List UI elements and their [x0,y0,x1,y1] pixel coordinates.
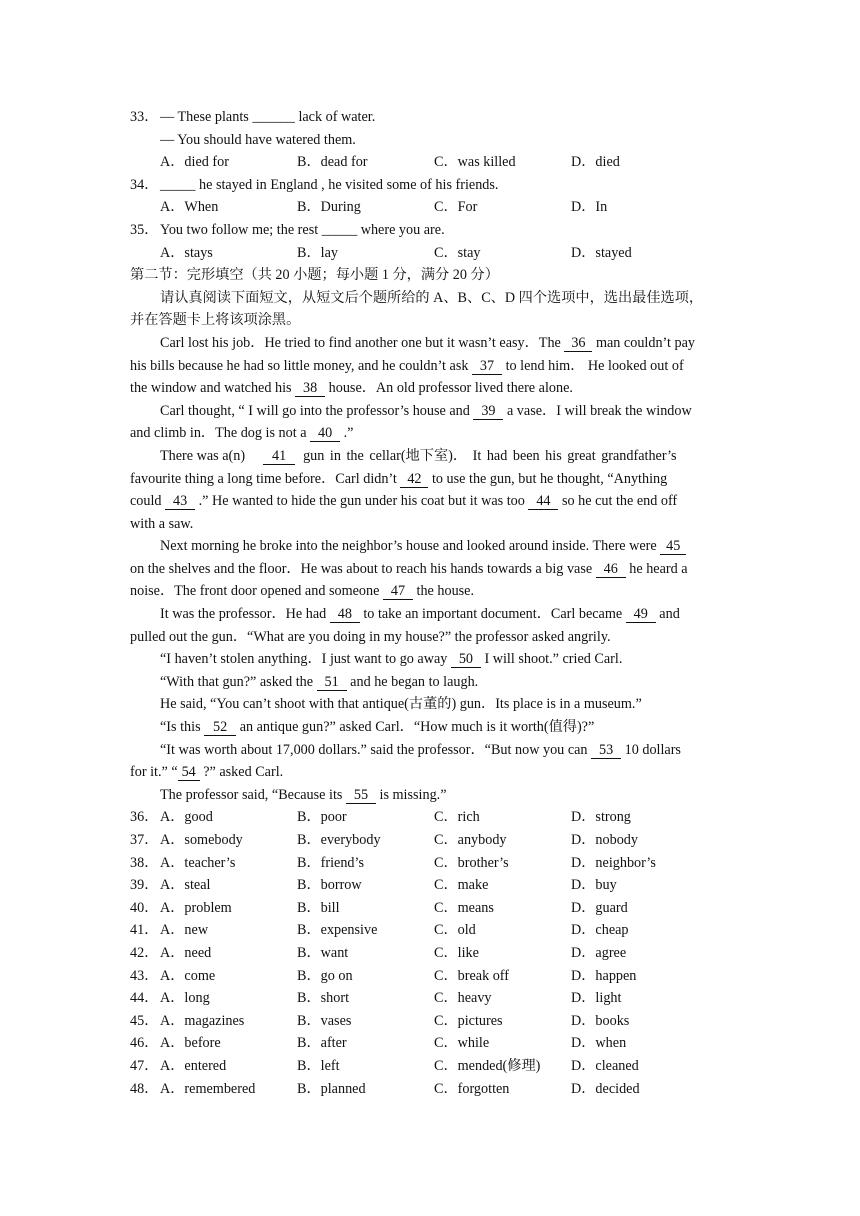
blank-42: 42 [400,472,428,488]
question-34 [130,174,732,197]
text: “It was worth about 17,000 dollars.” said the professor．“But now you can [160,741,592,758]
blank-53: 53 [591,743,621,759]
passage-line [130,422,732,445]
option-a: A．stays [160,244,213,261]
question-number: 36． [130,809,159,826]
option-b: B．During [297,199,361,216]
option-c: C．For [434,199,478,216]
instruction-line-1: 请认真阅读下面短文，从短文后个题所给的 A、B、C、D 四个选项中，选出最佳选项， [160,289,704,306]
blank-48: 48 [330,607,360,623]
blank-45: 45 [660,539,686,555]
option-a: A．new [160,922,209,939]
option-c: C．means [434,899,494,916]
blank-50: 50 [451,652,481,668]
text: .” He wanted to hide the gun under his coat but it was too [195,493,529,510]
text: could [130,493,166,510]
option-c: C．was killed [434,154,516,171]
answer-row [130,829,732,852]
option-a: A．When [160,199,219,216]
options-row [130,196,732,219]
blank-41: 41 [263,449,295,465]
option-b: B．vases [297,1012,352,1029]
exam-page [130,106,732,1100]
passage-line [130,468,732,491]
text: a vase．I will break the window [503,402,692,419]
answer-row [130,874,732,897]
option-d: D．guard [571,899,628,916]
option-d: D．In [571,199,608,216]
text: the window and watched his [130,380,296,397]
answer-row [130,1055,732,1078]
text: an antique gun?” asked Carl．“How much is it worth(值得)?” [236,719,595,736]
blank-47: 47 [383,584,413,600]
question-number: 37． [130,832,159,848]
option-c: C．stay [434,244,481,261]
blank-38: 38 [295,381,325,397]
option-b: B．everybody [297,832,381,848]
option-b: B．left [297,1057,340,1074]
option-c: C．like [434,944,479,961]
blank-43: 43 [165,494,195,510]
option-d: D．decided [571,1080,640,1097]
answer-row [130,919,732,942]
passage-line [130,400,732,423]
passage-line [130,761,732,784]
passage-line [130,332,732,355]
option-a: A．teacher’s [160,854,236,871]
text: man couldn’t pay [592,334,695,351]
option-c: C．while [434,1035,490,1052]
blank-49: 49 [626,607,656,623]
option-c: C．anybody [434,832,507,848]
blank-46: 46 [596,562,626,578]
option-d: D．books [571,1012,630,1029]
passage-line [130,580,732,603]
text: and he began to laugh. [346,673,479,690]
passage-line [130,355,732,378]
passage-line [130,626,732,649]
text: house．An old professor lived there alone. [325,380,573,397]
blank-39: 39 [473,404,503,420]
text: 10 dollars [621,741,681,758]
option-b: B．poor [297,809,347,826]
text: with a saw. [130,515,194,532]
text: the house. [412,583,475,600]
answer-row [130,942,732,965]
text: and [655,606,680,623]
blank-54: 54 [178,765,200,781]
question-number: 48． [130,1080,159,1097]
passage-line [130,716,732,739]
section-title: 第二节：完形填空（共 20 小题；每小题 1 分，满分 20 分） [130,267,499,284]
option-b: B．after [297,1035,347,1052]
text: He said, “You can’t shoot with that antique(古董的) gun．Its place is in a museum.” [160,696,642,713]
option-d: D．happen [571,967,637,984]
answer-row [130,987,732,1010]
option-d: D．died [571,154,620,171]
option-c: C．break off [434,967,509,984]
blank-55: 55 [346,788,376,804]
option-c: C．old [434,922,476,939]
text: favourite thing a long time before．Carl didn’t [130,470,401,487]
option-b: B．friend’s [297,854,364,871]
options-row [130,151,732,174]
option-d: D．light [571,990,622,1007]
question-number: 35． [130,221,159,238]
passage-line [130,513,732,536]
option-b: B．want [297,944,349,961]
passage-line [130,603,732,626]
text: and climb in．The dog is not a [130,425,311,442]
passage-line [130,784,732,807]
option-a: A．before [160,1035,221,1052]
option-c: C．rich [434,809,480,826]
option-d: D．nobody [571,832,638,848]
option-c: C．heavy [434,990,492,1007]
options-row [130,242,732,265]
option-a: A．somebody [160,832,243,848]
text: he heard a [625,560,688,577]
passage-line [130,693,732,716]
text: I will shoot.” cried Carl. [480,651,623,668]
option-d: D．cheap [571,922,629,939]
option-a: A．come [160,967,216,984]
option-b: B．dead for [297,154,368,171]
option-d: D．buy [571,877,617,894]
option-a: A．long [160,990,210,1007]
text: The professor said, “Because its [160,786,346,803]
option-b: B．planned [297,1080,366,1097]
question-number: 45． [130,1012,159,1029]
option-c: C．forgotten [434,1080,510,1097]
text: pulled out the gun．“What are you doing in my house?” the professor asked angrily. [130,628,611,645]
passage-line [130,671,732,694]
question-33 [130,106,732,129]
text: to take an important document．Carl became [359,606,626,623]
blank-36: 36 [564,336,592,352]
answer-row [130,1032,732,1055]
answer-options-list [130,806,732,1100]
option-a: A．problem [160,899,232,916]
text: so he cut the end off [558,493,678,510]
blank-52: 52 [204,720,236,736]
text: “With that gun?” asked the [160,673,317,690]
answer-row [130,1010,732,1033]
passage-line [130,535,732,558]
option-b: B．go on [297,967,353,984]
option-c: C．make [434,877,489,894]
question-number: 39． [130,877,159,894]
question-number: 47． [130,1057,159,1074]
option-b: B．lay [297,244,338,261]
text: It was the professor．He had [160,606,330,623]
question-number: 44． [130,990,159,1007]
option-a: A．remembered [160,1080,256,1097]
blank-37: 37 [472,359,502,375]
blank-44: 44 [528,494,558,510]
passage-line [130,648,732,671]
text: noise．The front door opened and someone [130,583,383,600]
option-c: C．pictures [434,1012,503,1029]
text: to lend him． He looked out of [502,357,684,374]
text: Carl thought, “ I will go into the professor’s house and [160,402,474,419]
option-a: A．steal [160,877,211,894]
passage-line [130,490,732,513]
option-d: D．when [571,1035,627,1052]
text: on the shelves and the floor．He was about to reach his hands towards a big vase [130,560,596,577]
option-c: C．brother’s [434,854,509,871]
answer-row [130,852,732,875]
question-35 [130,219,732,242]
passage-line [130,558,732,581]
question-stem: — These plants ______ lack of water. [160,109,376,125]
blank-40: 40 [310,426,340,442]
option-c: C．mended(修理) [434,1057,541,1074]
text: gun in the cellar(地下室)． It had been his great grandfather’s [303,447,677,464]
question-number: 46． [130,1035,159,1052]
option-d: D．cleaned [571,1057,639,1074]
option-a: A．magazines [160,1012,245,1029]
option-a: A．died for [160,154,229,171]
text: Carl lost his job．He tried to find another one but it wasn’t easy．The [160,334,565,351]
instruction-line-2: 并在答题卡上将该项涂黑。 [130,312,301,329]
passage-line [130,377,732,400]
text: is missing.” [375,786,447,803]
option-a: A．good [160,809,213,826]
option-d: D．agree [571,944,627,961]
text: ?” asked Carl. [199,764,284,781]
reply-text: — You should have watered them. [160,131,356,148]
text: “I haven’t stolen anything．I just want to go away [160,651,451,668]
question-number: 40． [130,899,159,916]
question-stem: You two follow me; the rest _____ where you are. [160,221,445,238]
question-stem: _____ he stayed in England , he visited some of his friends. [160,176,499,193]
option-b: B．bill [297,899,340,916]
text: his bills because he had so little money, and he couldn’t ask [130,357,473,374]
option-b: B．expensive [297,922,378,939]
blank-51: 51 [317,675,347,691]
option-d: D．stayed [571,244,632,261]
option-b: B．borrow [297,877,362,894]
question-number: 38． [130,854,159,871]
text: There was a(n) [160,447,246,464]
question-number: 33． [130,109,159,125]
passage-line [130,739,732,762]
question-number: 41． [130,922,159,939]
passage-line [130,445,732,468]
option-b: B．short [297,990,350,1007]
option-d: D．strong [571,809,631,826]
text: .” [340,425,354,442]
question-number: 43． [130,967,159,984]
option-a: A．need [160,944,212,961]
option-d: D．neighbor’s [571,854,656,871]
question-stem-reply [130,129,732,152]
text: for it.” “ [130,764,178,781]
text: Next morning he broke into the neighbor’s house and looked around inside. There were [160,538,661,555]
question-number: 34． [130,176,159,193]
answer-row [130,897,732,920]
text: “Is this [160,719,205,736]
answer-row [130,965,732,988]
text: to use the gun, but he thought, “Anything [428,470,668,487]
answer-row [130,1078,732,1101]
option-a: A．entered [160,1057,227,1074]
answer-row [130,806,732,829]
question-number: 42． [130,944,159,961]
